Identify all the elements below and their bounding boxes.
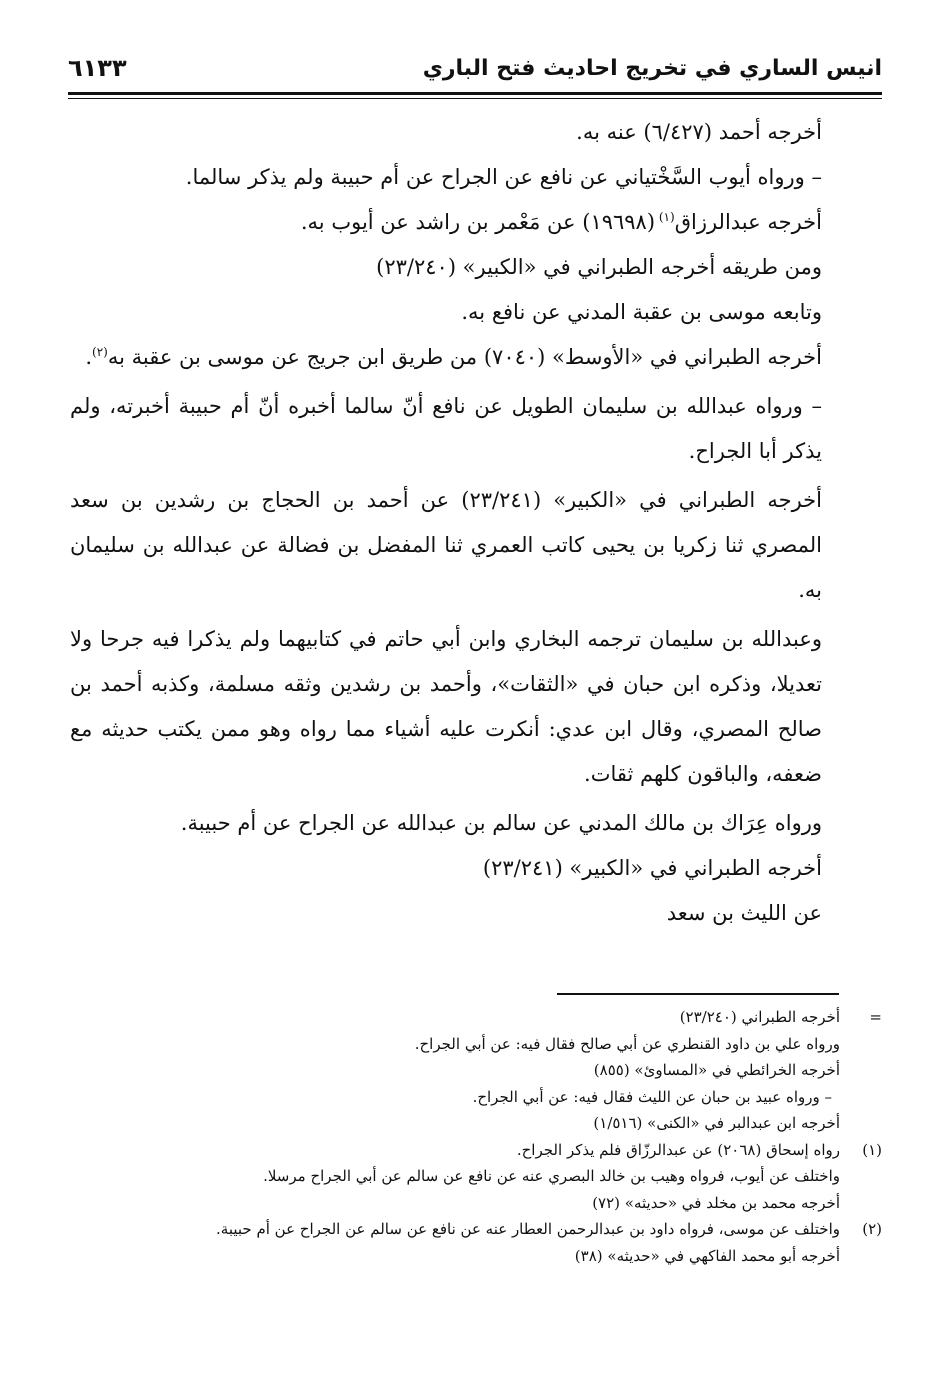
footnote-number: (٢) <box>862 1220 882 1238</box>
page-number: ٦١٣٣ <box>68 54 127 82</box>
main-text <box>70 110 882 936</box>
footnote-ref-2: (٢) <box>92 345 108 359</box>
paragraph: أخرجه أحمد (٦/٤٢٧) عنه به. <box>576 120 822 144</box>
footnote-line: أخرجه أبو محمد الفاكهي في «حديثه» (٣٨) <box>574 1246 840 1265</box>
paragraph-text: أخرجه عبدالرزاق <box>674 210 822 234</box>
paragraph: عن الليث بن سعد <box>666 901 822 925</box>
paragraph: أخرجه الطبراني في «الكبير» (٢٣/٢٤١) <box>482 856 822 880</box>
paragraph-text: . <box>85 345 93 369</box>
header-rule-thick <box>68 92 882 95</box>
footnote-line: أخرجه الخرائطي في «المساوئ» (٨٥٥) <box>593 1061 840 1079</box>
footnote-line: – ورواه عبيد بن حبان عن الليث فقال فيه: عن أبي الجراح. <box>472 1087 832 1106</box>
paragraph-text: أخرجه الطبراني في «الأوسط» (٧٠٤٠) من طريق ابن جريج عن موسى بن عقبة به <box>107 345 822 369</box>
footnote-line: واختلف عن أيوب، فرواه وهيب بن خالد البصري عنه عن نافع عن سالم عن أبي الجراح مرسلا. <box>263 1167 840 1185</box>
paragraph: وعبدالله بن سليمان ترجمه البخاري وابن أبي حاتم في كتابيهما ولم يذكرا فيه جرحا ولا تعديلا، وذكره ابن حبان في «الثقات»، وأحمد بن رشدين وثقه مسلمة، وكذبه أحمد بن صالح المصري، وقال ابن عدي: أنكرت عليه أشياء مما رواه وهو ممن يكتب حديثه مع ضعفه، والباقون كلهم ثقات. <box>70 627 822 786</box>
header-rule-thin <box>68 98 882 99</box>
footnotes <box>90 1004 882 1269</box>
paragraph: – ورواه أيوب السَّخْتياني عن نافع عن الجراح عن أم حبيبة ولم يذكر سالما. <box>185 165 822 189</box>
footnote-ref-1: (١) <box>655 210 675 224</box>
paragraph: وتابعه موسى بن عقبة المدني عن نافع به. <box>461 300 822 324</box>
footnote-line: أخرجه الطبراني (٢٣/٢٤٠) <box>679 1008 840 1026</box>
footnote-2 <box>90 1216 882 1269</box>
footnote-line: ورواه علي بن داود القنطري عن أبي صالح فقال فيه: عن أبي الجراح. <box>414 1034 840 1053</box>
paragraph: – ورواه عبدالله بن سليمان الطويل عن نافع أنّ سالما أخبره أنّ أم حبيبة أخبرته، ولم يذكر أبا الجراح. <box>70 394 822 463</box>
paragraph <box>70 335 882 380</box>
footnote-1 <box>90 1137 882 1217</box>
footnote-line: رواه إسحاق (٢٠٦٨) عن عبدالرزّاق فلم يذكر الجراح. <box>516 1140 840 1159</box>
paragraph: ومن طريقه أخرجه الطبراني في «الكبير» (٢٣/٢٤٠) <box>376 255 822 279</box>
paragraph-text: (١٩٦٩٨) عن مَعْمر بن راشد عن أيوب به. <box>300 210 656 234</box>
continuation-marker: = <box>869 1008 882 1026</box>
page-header <box>68 50 882 90</box>
paragraph: أخرجه الطبراني في «الكبير» (٢٣/٢٤١) عن أحمد بن الحجاج بن رشدين بن سعد المصري ثنا زكريا بن يحيى كاتب العمري ثنا المفضل بن فضالة عن عبدالله بن سليمان به. <box>70 488 822 602</box>
footnote-line: أخرجه محمد بن مخلد في «حديثه» (٧٢) <box>592 1193 840 1212</box>
footnote-separator <box>557 993 839 995</box>
footnote-line: واختلف عن موسى، فرواه داود بن عبدالرحمن العطار عنه عن نافع عن سالم عن الجراح عن أم حبيبة. <box>216 1220 840 1238</box>
footnote-number: (١) <box>862 1140 882 1159</box>
footnote-line: أخرجه ابن عبدالبر في «الكنى» (١/٥١٦) <box>593 1114 840 1132</box>
paragraph <box>70 200 882 245</box>
running-title: انيس الساري في تخريج احاديث فتح الباري <box>422 56 882 81</box>
paragraph: ورواه عِرَاك بن مالك المدني عن سالم بن عبدالله عن الجراح عن أم حبيبة. <box>180 811 822 835</box>
footnote-continuation <box>90 1004 882 1137</box>
